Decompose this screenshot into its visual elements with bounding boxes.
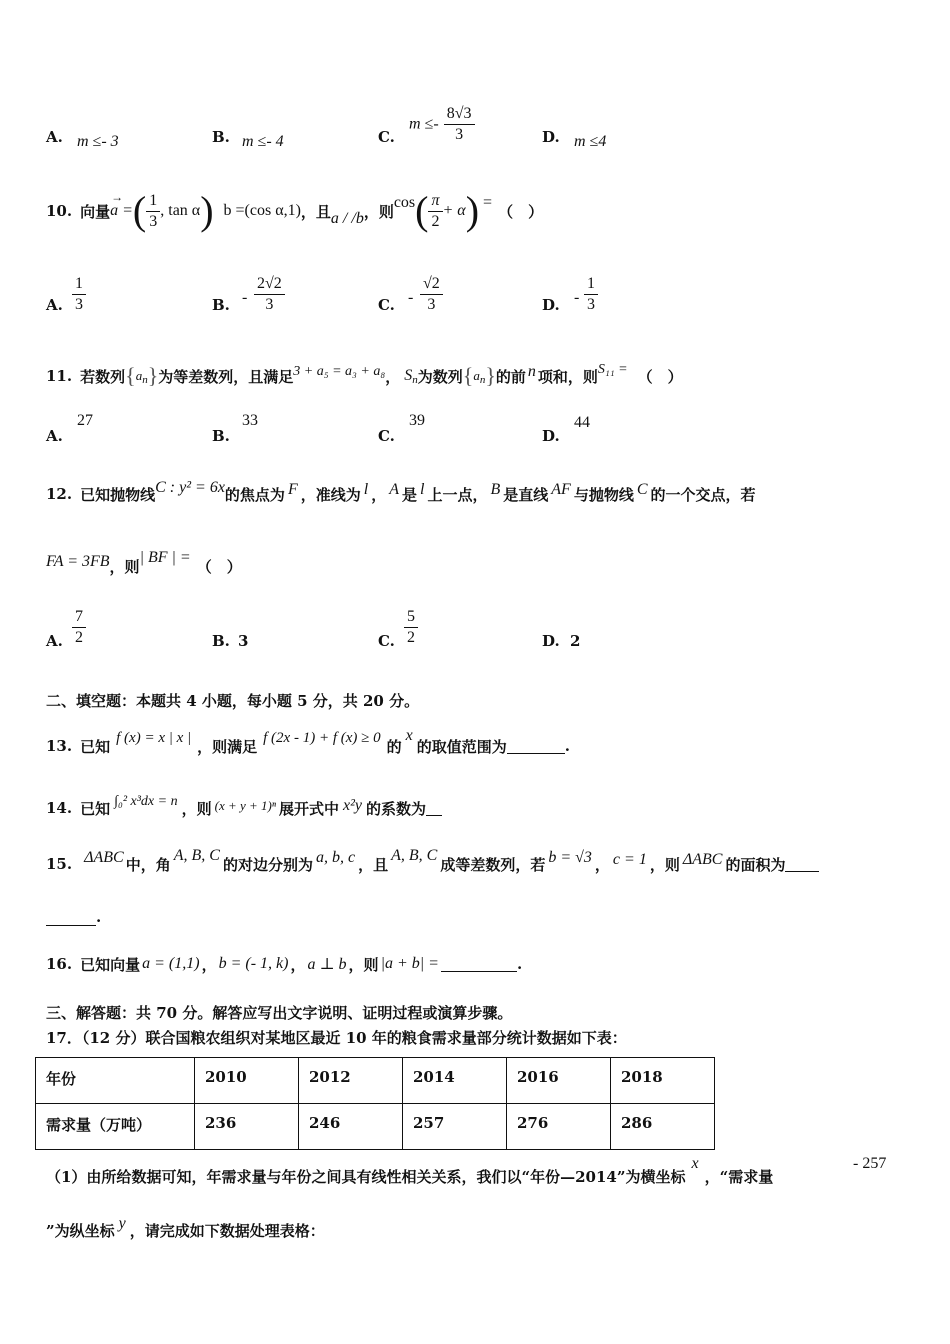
q10-option-d-fraction — [584, 274, 598, 315]
table-cell: 236 — [195, 1104, 299, 1150]
q9-option-d-label: D. — [542, 128, 560, 146]
q16-magnitude: |a + b| = — [380, 955, 439, 972]
q12-text: 的一个交点，若 — [650, 485, 756, 504]
q10-parallel: a / /b — [330, 210, 364, 227]
q15-text: ，则 — [649, 855, 680, 874]
q12-number: 12. — [46, 485, 73, 503]
left-brace: { — [462, 363, 474, 388]
q10-tan: , tan α — [160, 202, 201, 219]
q10-option-d-label: D. — [542, 296, 560, 314]
q16-end: . — [516, 955, 523, 973]
q14-text: 的系数为 — [365, 799, 426, 818]
q9-option-b-label: B. — [212, 128, 230, 146]
q15-text: 中，角 — [125, 855, 171, 874]
q11-n: n — [527, 363, 536, 380]
q16-vector-a: a = (1,1) — [142, 955, 200, 972]
q9-option-a-expr: m ≤- 3 — [77, 133, 119, 150]
q16-text: ，则 — [348, 955, 379, 974]
fraction-numerator: √2 — [420, 274, 443, 295]
q13-x: x — [405, 727, 413, 744]
table-cell: 需求量（万吨） — [36, 1104, 195, 1150]
q10-option-c-sign: - — [408, 289, 414, 306]
q10-option-b-label: B. — [212, 296, 230, 314]
q16-text: 已知向量 — [80, 955, 141, 974]
q15-b: b = √3 — [548, 849, 592, 866]
q10-text: 向量 — [80, 202, 111, 221]
q11-sequence: a — [135, 368, 143, 383]
q14-stem — [46, 790, 442, 826]
fraction-numerator: 5 — [404, 607, 418, 628]
q12-option-c-fraction — [404, 607, 418, 648]
right-paren: ) — [465, 188, 480, 233]
q12-directrix: l — [363, 481, 369, 498]
q15-answer-blank-cont[interactable] — [46, 911, 96, 926]
q16-vector-b: b = (- 1, k) — [218, 955, 289, 972]
table-cell: 2016 — [507, 1058, 611, 1104]
q9-option-b-expr: m ≤- 4 — [242, 133, 284, 150]
q12-option-b-value: 3 — [238, 632, 249, 650]
q12-text: 与抛物线 — [573, 485, 634, 504]
table-cell: 年份 — [36, 1058, 195, 1104]
q10-number: 10. — [46, 202, 73, 220]
q11-option-a-value: 27 — [77, 412, 93, 429]
q13-inequality: f (2x - 1) + f (x) ≥ 0 — [263, 729, 381, 746]
q12-stem-line2 — [46, 548, 242, 584]
q11-option-b-value: 33 — [242, 412, 258, 429]
q9-option-c-fraction — [444, 104, 475, 145]
q15-stem — [46, 846, 819, 882]
q16-text: ， — [290, 955, 306, 974]
q12-directrix: l — [420, 481, 425, 498]
table-cell: 257 — [403, 1104, 507, 1150]
q10-equals: = — [483, 194, 493, 211]
q11-option-c-value: 39 — [409, 412, 425, 429]
fraction-numerator: 2√2 — [254, 274, 285, 295]
q17-minus-257: - 257 — [853, 1155, 887, 1172]
q14-term: x²y — [342, 797, 362, 814]
q11-option-c-label: C. — [378, 427, 395, 445]
q9-option-c-expr — [409, 104, 475, 145]
q11-text: 为等差数列，且满足 — [158, 367, 294, 386]
q10-option-c-fraction — [420, 274, 443, 315]
q11-stem: 11. 若数列 { a n } 为等差数列，且满足 3 + a₅ = a₃ + a₈ ， S n 为数列 { a n } 的前 n 项和，则 S₁₁ = （ ） — [46, 362, 683, 388]
q12-option-d-label: D. — [542, 632, 560, 650]
q17-part1-line2 — [46, 1212, 325, 1248]
q15-answer-blank[interactable] — [785, 857, 819, 872]
q12-point-b: B — [490, 481, 501, 498]
fraction-numerator: 1 — [146, 191, 160, 212]
q17-text: （1）由所给数据可知，年需求量与年份之间具有线性相关关系，我们以“年份—2014”为横坐标 — [46, 1167, 686, 1186]
q14-text: ，则 — [181, 799, 212, 818]
q12-text: ，则 — [109, 557, 140, 576]
q15-c: c = 1 — [612, 851, 647, 868]
fraction-denominator: 3 — [75, 296, 83, 313]
q10-stem — [46, 183, 543, 239]
q11-option-d-value: 44 — [574, 414, 590, 431]
q12-condition: FA = 3FB — [46, 553, 110, 570]
q15-triangle: ΔABC — [84, 849, 124, 866]
q12-text: 已知抛物线 — [80, 485, 156, 504]
q11-text: ， — [385, 367, 401, 386]
q11-text: 为数列 — [417, 367, 463, 386]
q15-line2 — [46, 908, 101, 926]
q13-text: 的取值范围为 — [416, 737, 507, 756]
table-cell: 2018 — [611, 1058, 715, 1104]
fraction-numerator: 8√3 — [444, 104, 475, 125]
q10-option-b-fraction — [254, 274, 285, 315]
q14-expression: (x + y + 1)ⁿ — [214, 798, 276, 813]
q14-text: 已知 — [80, 799, 111, 818]
fraction-numerator: 1 — [584, 274, 598, 295]
q12-text: 的焦点为 — [224, 485, 285, 504]
q11-text: 项和，则 — [537, 367, 598, 386]
q12-option-a-fraction — [72, 607, 86, 648]
q15-angles: A, B, C — [173, 847, 220, 864]
q17-x: x — [691, 1155, 699, 1172]
q11-sn: S — [404, 367, 413, 384]
q13-end: . — [564, 737, 570, 755]
q12-text: 是直线 — [503, 485, 549, 504]
q13-answer-blank[interactable] — [507, 739, 565, 754]
fraction-numerator: 7 — [72, 607, 86, 628]
q10-option-a-label: A. — [46, 296, 63, 314]
q11-condition: 3 + a₅ = a₃ + a₈ — [293, 364, 386, 379]
q10-vector-b: b =(cos α,1) — [223, 202, 301, 219]
q11-option-d-label: D. — [542, 427, 560, 445]
q16-perpendicular: a ⊥ b — [307, 956, 347, 973]
q10-fraction — [146, 191, 160, 232]
table-cell: 2012 — [299, 1058, 403, 1104]
q15-text: 的面积为 — [725, 855, 786, 874]
q13-text: 的 — [386, 737, 402, 756]
q12-option-b-label: B. — [212, 632, 230, 650]
q12-answer-blank: （ ） — [196, 557, 242, 576]
q9-option-c-prefix: m ≤- — [409, 115, 439, 133]
q15-angles: A, B, C — [391, 847, 438, 864]
left-paren: ( — [415, 188, 429, 233]
right-paren: ) — [200, 188, 214, 233]
fraction-denominator: 3 — [149, 212, 158, 230]
q12-option-a-label: A. — [46, 632, 63, 650]
q13-function: f (x) = x | x | — [116, 729, 192, 746]
q13-stem — [46, 728, 570, 764]
q11-option-a-label: A. — [46, 427, 63, 445]
table-cell: 2014 — [403, 1058, 507, 1104]
q12-curve-c: C — [636, 481, 648, 498]
q10-vector-a: → a = — [110, 190, 133, 219]
q14-text: 展开式中 — [278, 799, 339, 818]
fraction-denominator: 3 — [587, 296, 595, 313]
q11-s11: S₁₁ = — [597, 362, 628, 377]
q15-triangle: ΔABC — [682, 851, 723, 868]
q12-bf: | BF | = — [139, 549, 191, 566]
q13-text: ，则满足 — [197, 737, 258, 756]
right-brace: } — [147, 363, 159, 388]
table-row — [36, 1058, 715, 1104]
fraction-denominator: 3 — [265, 296, 274, 313]
q12-focus: F — [287, 481, 298, 498]
q10-option-a-fraction — [72, 274, 86, 315]
q10-option-d-sign: - — [574, 289, 580, 306]
q10-pi-fraction — [428, 191, 442, 232]
fraction-numerator: 1 — [72, 274, 86, 295]
q12-stem — [46, 476, 756, 512]
q13-text: 已知 — [80, 737, 111, 756]
q12-point-a: A — [389, 481, 399, 498]
left-paren: ( — [132, 188, 147, 233]
q17-y: y — [118, 1215, 126, 1232]
q11-number: 11. — [46, 367, 73, 385]
q15-text: ，且 — [358, 855, 389, 874]
q12-option-c-label: C. — [378, 632, 395, 650]
q9-option-d-expr: m ≤4 — [574, 133, 607, 150]
q12-line-af: AF — [551, 481, 571, 498]
q11-text: 的前 — [495, 367, 526, 386]
q12-text: ， — [371, 485, 387, 504]
right-brace: } — [485, 363, 496, 388]
q12-text: ，准线为 — [300, 485, 361, 504]
section-2-heading: 二、填空题：本题共 4 小题，每小题 5 分，共 20 分。 — [46, 692, 420, 710]
q11-sequence: a — [473, 368, 480, 383]
q17-text: ，请完成如下数据处理表格： — [129, 1221, 325, 1240]
q14-integral: ∫₀² x³dx = n — [114, 794, 178, 809]
table-row — [36, 1104, 715, 1150]
q9-option-a-label: A. — [46, 128, 63, 146]
q10-plus-alpha: + α — [442, 202, 466, 219]
left-brace: { — [125, 363, 136, 388]
q17-text: ，“需求量 — [704, 1167, 774, 1186]
q16-answer-blank[interactable] — [441, 957, 517, 972]
q15-text: 成等差数列，若 — [440, 855, 546, 874]
vector-arrow-icon: → — [111, 190, 124, 204]
table-cell: 286 — [611, 1104, 715, 1150]
table-cell: 246 — [299, 1104, 403, 1150]
q12-curve: C : y² = 6x — [155, 479, 225, 496]
q10-text: ，且 — [300, 202, 331, 221]
table-cell: 2010 — [195, 1058, 299, 1104]
table-cell: 276 — [507, 1104, 611, 1150]
q12-text: 是 — [401, 485, 417, 504]
q11-answer-blank: （ ） — [637, 367, 683, 386]
q16-number: 16. — [46, 955, 73, 973]
fraction-denominator: 3 — [427, 296, 436, 313]
q9-option-c-label: C. — [378, 128, 395, 146]
q15-text: 的对边分别为 — [222, 855, 313, 874]
q10-cos: cos — [393, 194, 416, 211]
fraction-numerator: π — [428, 191, 442, 212]
q11-text: 若数列 — [80, 367, 126, 386]
q17-text: ”为纵坐标 — [46, 1221, 115, 1240]
fraction-denominator: 3 — [455, 126, 464, 143]
q17-data-table — [35, 1057, 715, 1150]
q12-text: 上一点， — [427, 485, 488, 504]
q15-number: 15. — [46, 855, 73, 873]
q10-answer-blank: （ ） — [498, 202, 544, 221]
q17-part1-line1 — [46, 1155, 774, 1194]
q10-option-b-sign: - — [242, 289, 248, 306]
fraction-denominator: 2 — [407, 629, 415, 646]
q14-number: 14. — [46, 799, 73, 817]
fraction-denominator: 2 — [75, 629, 83, 646]
q17-intro: 17．（12 分）联合国粮农组织对某地区最近 10 年的粮食需求量部分统计数据如下表： — [46, 1029, 627, 1047]
q15-text: ， — [594, 855, 610, 874]
q11-option-b-label: B. — [212, 427, 230, 445]
section-3-heading: 三、解答题：共 70 分。解答应写出文字说明、证明过程或演算步骤。 — [46, 1004, 513, 1022]
q16-stem — [46, 946, 522, 982]
q10-text: ，则 — [363, 202, 394, 221]
q15-end: . — [96, 908, 102, 926]
q13-number: 13. — [46, 737, 73, 755]
q10-option-c-label: C. — [378, 296, 395, 314]
q16-text: ， — [201, 955, 217, 974]
fraction-denominator: 2 — [431, 212, 440, 230]
q12-option-d-value: 2 — [570, 632, 581, 650]
q15-sides: a, b, c — [315, 849, 356, 866]
q14-answer-blank[interactable] — [426, 801, 442, 816]
